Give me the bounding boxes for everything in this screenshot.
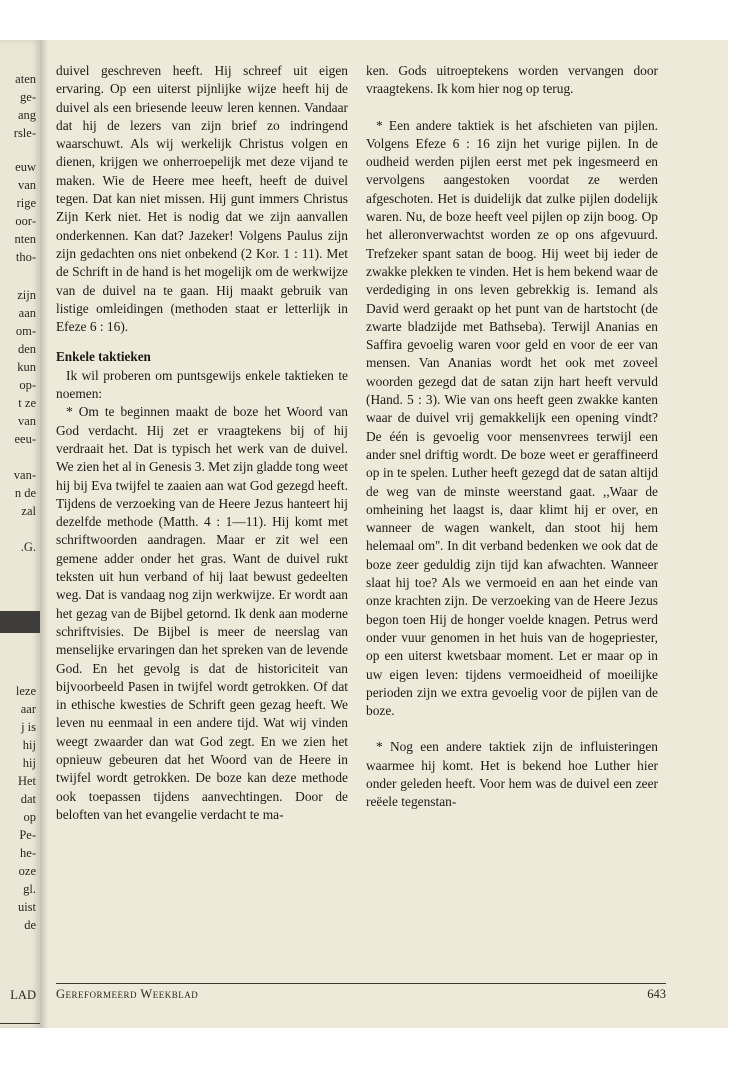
fragment: he- (20, 846, 36, 860)
fragment: zijn (17, 288, 36, 302)
fragment: n de (14, 486, 36, 500)
fragment: Het (17, 774, 36, 788)
fragment: euw (15, 160, 36, 174)
fragment: kun (17, 360, 36, 374)
fragment: dat (20, 792, 36, 806)
fragment: van (17, 414, 36, 428)
fragment: t ze (18, 396, 36, 410)
fragment: j is (21, 720, 36, 734)
paragraph: Ik wil proberen om puntsgewijs enkele taktieken te noemen: (56, 367, 348, 402)
left-column (56, 62, 348, 824)
fragment: aan (18, 306, 36, 320)
fragment: op- (19, 378, 36, 392)
fragment: aten (15, 72, 36, 86)
paragraph: duivel geschreven heeft. Hij schreef uit eigen ervaring. Op een uiterst pijnlijke wijze heeft hij de duivel als een briesende leeuw leren kennen. Vandaar dat hij de lezers van zijn brief zo indringend waarschuwt. Als wij werkelijk Christus volgen en dienen, krijgen we onherroepelijk met deze vijand te maken. Wie de Heere mee heeft, heeft de duivel tegen. Dat kan niet missen. Hij gunt immers Christus Zijn Kerk niet. Het is nodig dat we zijn aanvallen onderkennen. Kan dat? Jazeker! Volgens Paulus zijn zijn gedachten ons niet onbekend (2 Kor. 1 : 11). Met de Schrift in de hand is het mogelijk om de werkwijze van de duivel na te gaan. Hij maakt gebruik van listige omleidingen (methoden staat er letterlijk in Efeze 6 : 16). (56, 63, 348, 335)
fragment: uist (17, 900, 36, 914)
paragraph: * Nog een andere taktiek zijn de influisteringen waarmee hij komt. Het is bekend hoe Luther hier onder geleden heeft. Voor hem was de duivel een zeer reëele tegenstan- (366, 739, 658, 810)
fragment: zal (21, 504, 36, 518)
fragment: hij (22, 738, 36, 752)
fragment: de (24, 918, 36, 932)
fragment: aar (20, 702, 36, 716)
fragment: Pe- (19, 828, 36, 842)
page-number: 643 (647, 987, 666, 1001)
fragment: eeu- (14, 432, 36, 446)
fragment: rsle- (13, 126, 36, 140)
previous-page-edge (0, 40, 40, 1028)
fragment: nten (14, 232, 36, 246)
fragment: gl. (23, 882, 36, 896)
fragment: tho- (15, 250, 36, 264)
fragment: hij (22, 756, 36, 770)
footer-rule (56, 983, 666, 984)
section-heading: Enkele taktieken (56, 349, 151, 365)
fragment: van (17, 178, 36, 192)
fragment: oze (18, 864, 36, 878)
fragment: .G. (20, 540, 36, 554)
paragraph: * Om te beginnen maakt de boze het Woord van God verdacht. Hij zet er vraagtekens bij of hij verdraait het. Dat is typisch het werk van de duivel. We zien het al in Genesis 3. Met zijn gladde tong weet hij bij Eva twijfel te zaaien aan wat God gezegd heeft. Tijdens de verzoeking van de Heere Jezus hanteert hij dezelfde methode (Matth. 4 : 1—11). Hij komt met schriftwoorden aandragen. Maar er zit wel een gemene adder onder het gras. Want de duivel rukt teksten uit hun verband of hij laat bewust gedeelten weg. Dat is vandaag nog zijn werkwijze. Er wordt aan het gezag van de Bijbel getornd. Ik denk aan moderne schriftvisies. De Bijbel is meer de neerslag van menselijke ervaringen dan het spreken van de levende God. En het gevolg is dat de historiciteit van bijvoorbeeld Pasen in twijfel wordt getrokken. Of dat in ethische kwesties de Schrift geen gezag heeft. We leven nu eenmaal in een andere tijd. Wat wij vinden weegt zwaarder dan wat God zegt. En we zien het opnieuw gebeuren dat het Woord van de Heere in twijfel wordt getrokken. De boze kan deze methode ook toepassen tijdens aanvechtingen. Door de beloften van het evangelie verdacht te ma- (56, 404, 348, 822)
page-spine-shadow (40, 40, 48, 1028)
magazine-page (40, 40, 728, 1028)
fragment: ang (17, 108, 36, 122)
fragment: den (17, 342, 36, 356)
publication-name: Gereformeerd Weekblad (56, 987, 199, 1001)
fragment: ge- (20, 90, 36, 104)
right-column (366, 62, 658, 812)
paragraph: * Een andere taktiek is het afschieten van pijlen. Volgens Efeze 6 : 16 zijn het vurige pijlen. In de oudheid werden pijlen eerst met pek ingesmeerd en vervolgens aangestoken voordat ze werden afgeschoten. Het is duidelijk dat zulke pijlen dodelijk waren. Nu, de boze heeft veel pijlen op zijn boog. Op het alleronverwachtst worden ze op ons afgevuurd. Trefzeker spant satan de boog. Hij weet bij ieder de zwakke plekken te vinden. Het is hem bekend waar de verdediging in ons leven gebrekkig is. Iemand als David werd geraakt op het punt van de hartstocht (de zwarte bladzijde met Bathseba). Terwijl Ananias en Saffira gevoelig waren voor geld en voor de eer van mensen. Van Ananias wordt het ook met zoveel woorden gezegd dat de satan zijn hart heeft vervuld (Hand. 5 : 3). Wie van ons heeft geen zwakke kanten waar de duivel vrij gemakkelijk een opening vindt? De één is gevoelig voor mensenvrees terwijl een ander snel driftig wordt. De boze weet er geraffineerd op in te spelen. Luther heeft gezegd dat de satan altijd de weg van de minste weerstand gaat. ,,Waar de omheining het laagst is, daar klimt hij er over, en wanneer de wagen wankelt, dan stoot hij hem helemaal om''. In dit verband bedenken we ook dat de boze zeer geduldig zijn tijd kan afwachten. Wanneer slaat hij toe? Als we vermoeid en aan het einde van onze krachten zijn. De verzoeking van de Heere Jezus begon toen Hij de honger voelde knagen. Petrus werd onder vuur genomen in het huis van de hogepriester, op een uiterst kwetsbaar moment. Let er maar op in uw eigen leven: tijdens vermoeidheid of moeilijke perioden zijn we extra gevoelig voor de pijlen van de boze. (366, 117, 658, 719)
fragment: oor- (15, 214, 36, 228)
fragment: rige (16, 196, 36, 210)
paragraph: ken. Gods uitroeptekens worden vervangen door vraagtekens. Ik kom hier nog op terug. (366, 63, 658, 97)
fragment: van- (13, 468, 36, 482)
fragment: leze (15, 684, 36, 698)
previous-page-footer-rule (0, 1023, 40, 1024)
fragment: om- (15, 324, 36, 338)
fragment: LAD (10, 988, 36, 1002)
fragment: op (23, 810, 36, 824)
black-bar (0, 611, 40, 633)
